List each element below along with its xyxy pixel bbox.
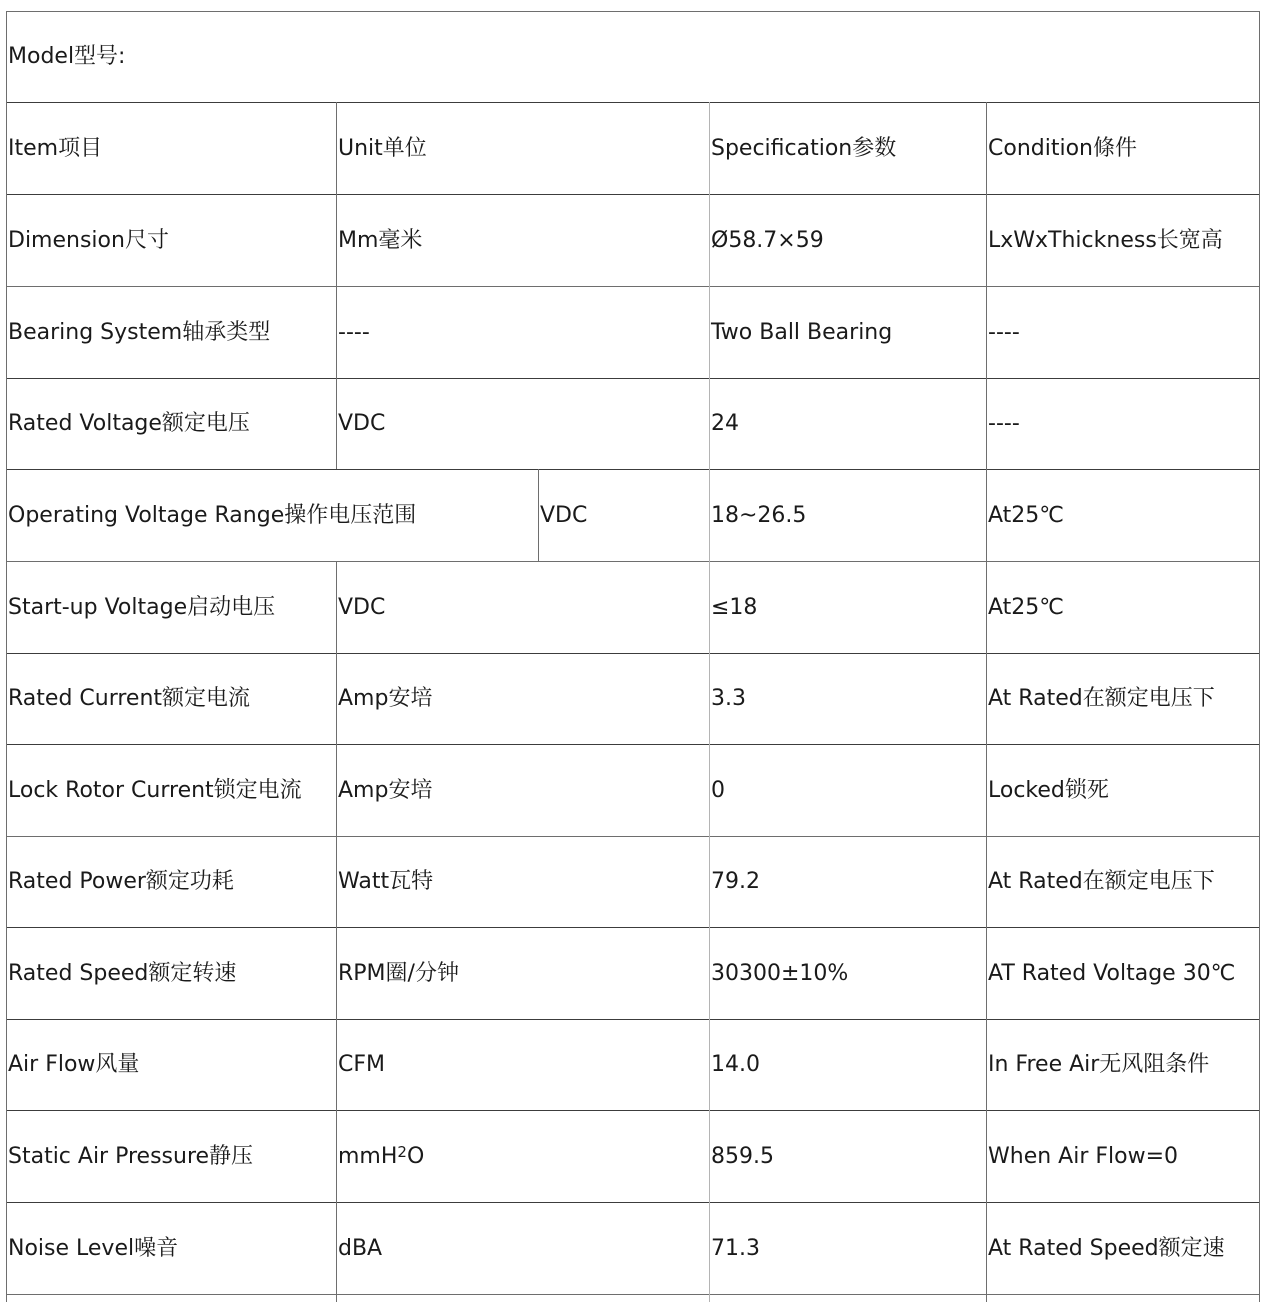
row-rated-voltage-item: Rated Voltage额定电压	[8, 411, 250, 436]
row-bearing-spec: Two Ball Bearing	[711, 319, 893, 345]
row-rated-speed-spec: 30300±10%	[711, 960, 849, 986]
row-rated-power-condition: At Rated在额定电压下	[988, 869, 1215, 894]
row-dimension-condition: LxWxThickness长宽高	[988, 227, 1223, 253]
row-air-flow-item: Air Flow风量	[8, 1052, 140, 1077]
row-noise-level-spec: 71.3	[711, 1235, 760, 1261]
row-bearing-item: Bearing System轴承类型	[8, 319, 271, 345]
row-operating-voltage-condition: At25℃	[988, 502, 1064, 528]
row-startup-voltage-item: Start-up Voltage启动电压	[8, 594, 276, 620]
row-bearing-unit: ----	[338, 319, 370, 345]
row-rated-speed-unit: RPM圈/分钟	[338, 960, 459, 986]
row-rated-current-unit: Amp安培	[338, 686, 433, 711]
row-rated-voltage-spec: 24	[711, 411, 739, 436]
row-noise-level-condition: At Rated Speed额定速	[988, 1235, 1225, 1261]
row-rated-current-item: Rated Current额定电流	[8, 686, 251, 711]
row-rated-power-spec: 79.2	[711, 869, 760, 894]
row-lock-rotor-condition: Locked锁死	[988, 777, 1109, 803]
row-air-flow-condition: In Free Air无风阻条件	[988, 1052, 1210, 1077]
row-rated-speed-condition: AT Rated Voltage 30℃	[988, 960, 1236, 986]
model-label: Model型号:	[8, 44, 126, 69]
row-static-pressure-item: Static Air Pressure静压	[8, 1143, 254, 1169]
header-unit: Unit单位	[338, 135, 427, 161]
rule	[6, 1294, 1260, 1295]
row-rated-voltage-condition: ----	[988, 411, 1020, 436]
row-startup-voltage-unit: VDC	[338, 594, 386, 620]
header-item: Item项目	[8, 135, 103, 161]
row-rated-current-condition: At Rated在额定电压下	[988, 686, 1215, 711]
row-startup-voltage-condition: At25℃	[988, 594, 1064, 620]
row-lock-rotor-spec: 0	[711, 777, 725, 803]
row-static-pressure-spec: 859.5	[711, 1143, 774, 1169]
row-startup-voltage-spec: ≤18	[711, 594, 758, 620]
row-noise-level-item: Noise Level噪音	[8, 1235, 179, 1261]
row-rated-voltage-unit: VDC	[338, 411, 386, 436]
row-operating-voltage-unit: VDC	[540, 502, 588, 528]
row-noise-level-unit: dBA	[338, 1235, 383, 1261]
row-rated-power-item: Rated Power额定功耗	[8, 869, 234, 894]
row-air-flow-spec: 14.0	[711, 1052, 760, 1077]
row-dimension-item: Dimension尺寸	[8, 227, 169, 253]
row-operating-voltage-spec: 18~26.5	[711, 502, 807, 528]
row-lock-rotor-unit: Amp安培	[338, 777, 433, 803]
row-dimension-spec: Ø58.7×59	[711, 227, 824, 253]
row-air-flow-unit: CFM	[338, 1052, 385, 1077]
header-condition: Condition條件	[988, 135, 1137, 161]
row-static-pressure-unit: mmH $^2$ O	[338, 1143, 425, 1169]
row-bearing-condition: ----	[988, 319, 1020, 345]
row-static-pressure-condition: When Air Flow=0	[988, 1143, 1179, 1169]
row-rated-power-unit: Watt瓦特	[338, 869, 434, 894]
row-rated-current-spec: 3.3	[711, 686, 746, 711]
row-dimension-unit: Mm毫米	[338, 227, 423, 253]
header-spec: Specification参数	[711, 135, 897, 161]
row-operating-voltage-item: Operating Voltage Range操作电压范围	[8, 502, 417, 528]
row-rated-speed-item: Rated Speed额定转速	[8, 960, 237, 986]
row-lock-rotor-item: Lock Rotor Current锁定电流	[8, 777, 302, 803]
rule-right	[1259, 11, 1260, 1302]
